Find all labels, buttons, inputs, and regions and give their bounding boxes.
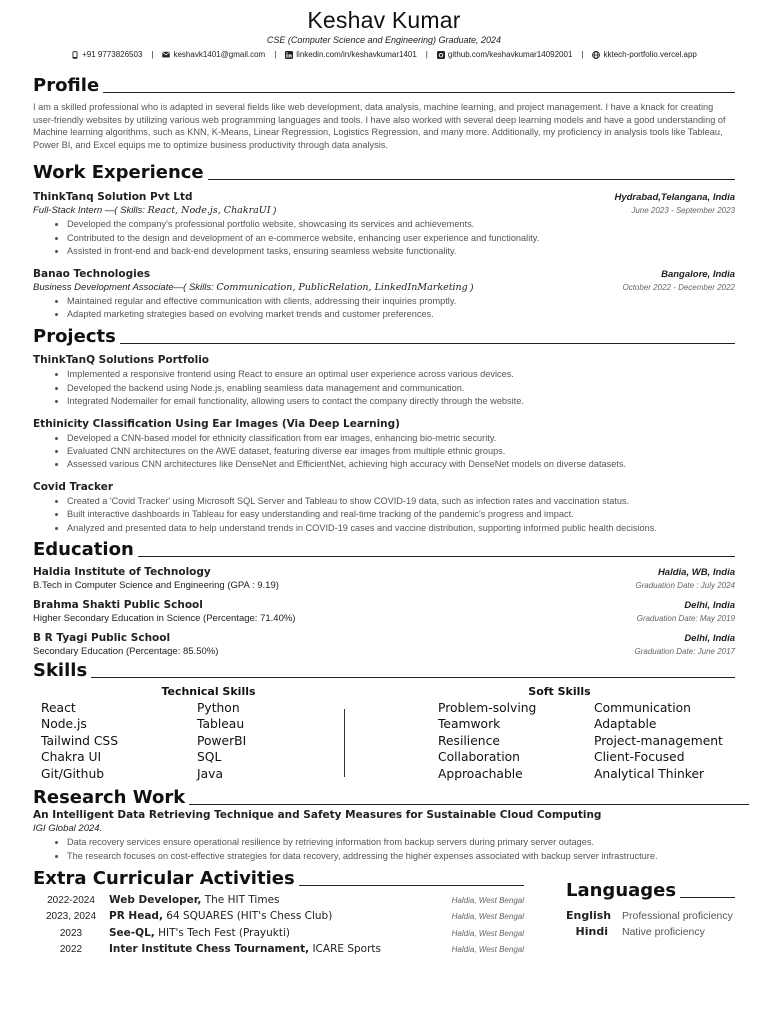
job-skills: React, Node.js, ChakraUI (147, 205, 271, 217)
contact-separator: | (425, 50, 428, 59)
bottom-section (33, 869, 735, 960)
email-icon (162, 51, 170, 59)
list-item: • Integrated Nodemailer for email functionality, allowing users to contact the company directly through the website. (67, 395, 735, 408)
job-bullets (33, 295, 735, 322)
project-name: Covid Tracker (33, 480, 114, 493)
education-entry (33, 599, 735, 624)
school-location: Haldia, WB, India (657, 567, 735, 579)
phone-icon (71, 51, 79, 59)
list-item: • Analyzed and presented data to help understand trends in COVID-19 cases and vaccine distribution, supporting informed public health decisions. (67, 522, 735, 535)
job-role: Full-Stack Intern —( Skills: React, Node.js, ChakraUI ) (33, 205, 277, 217)
section-skills (33, 661, 735, 681)
list-item: • Maintained regular and effective communication with clients, addressing their inquiries promptly. (67, 295, 735, 308)
skill-item: Python (197, 701, 240, 716)
activity-location: Haldia, West Bengal (451, 928, 524, 938)
graduation-date: Graduation Date: June 2017 (634, 647, 735, 657)
section-profile (33, 76, 735, 96)
list-item: • Evaluated CNN architectures on the AWE dataset, featuring diverse ear images from multiple ethnic groups. (67, 445, 735, 458)
section-divider (91, 677, 735, 678)
soft-skills-heading: Soft Skills (528, 685, 591, 699)
list-item: • Assisted in front-end and back-end development tasks, ensuring seamless website functionality. (67, 245, 735, 258)
profile-summary: I am a skilled professional who is adapted in several fields like web development, data analysis, machine learning, and project management. I have a knack for creating user-friendly websites by utilizing various web programming languages and tools. I have also worked with several deep learning models and have a good understanding of Machine learning algorithms, such as KNN, K-Means, Linear Regression, Logistics Regression, and many more. Additionally, my proficiency in analysis tools like Tableau, Power BI, and Excel equips me to optimize business productivity through data analysis. (33, 102, 726, 150)
contact-linkedin-text: linkedin.com/in/keshavkumar1401 (296, 50, 417, 59)
contact-separator: | (274, 50, 277, 59)
language-level: Native proficiency (622, 926, 705, 939)
work-entry (33, 191, 735, 258)
research-bullets (33, 836, 735, 863)
activity-role: See-QL, (109, 926, 155, 939)
section-research (33, 788, 735, 808)
section-divider (120, 343, 735, 344)
list-item: • The research focuses on cost-effective strategies for data recovery, addressing the higher expenses associated with backup server infrastructure. (67, 850, 735, 863)
skill-item: Project-management (594, 733, 723, 748)
project-name: Ethinicity Classification Using Ear Images (Via Deep Learning) (33, 417, 400, 430)
activity-role: Web Developer, (109, 893, 202, 906)
activity-year: 2022 (59, 944, 83, 956)
activity-location: Haldia, West Bengal (451, 945, 524, 955)
activity-row (33, 927, 524, 943)
section-education (33, 540, 735, 560)
activity-row (33, 910, 524, 926)
graduation-date: Graduation Date : July 2024 (635, 581, 735, 591)
list-item: • Adapted marketing strategies based on evolving market trends and customer preferences. (67, 308, 735, 321)
education-entry (33, 566, 735, 591)
company-location: Hydrabad,Telangana, India (614, 192, 735, 204)
skill-item: Collaboration (438, 750, 520, 765)
school-location: Delhi, India (684, 600, 735, 612)
skill-item: SQL (197, 750, 222, 765)
language-level: Professional proficiency (622, 909, 733, 922)
list-item: • Built interactive dashboards in Tableau for easy understanding and real-time tracking of the pandemic's progress and impact. (67, 508, 735, 521)
skill-item: Teamwork (438, 717, 501, 732)
soft-skills (384, 685, 735, 782)
github-icon (437, 51, 445, 59)
list-item: • Created a 'Covid Tracker' using Microsoft SQL Server and Tableau to show COVID-19 data, such as infection rates and vaccination status. (67, 495, 735, 508)
section-title: Projects (33, 326, 116, 348)
list-item: • Data recovery services ensure operational resilience by retrieving information from backup servers during primary server outages. (67, 836, 735, 849)
skill-item: Approachable (438, 766, 523, 781)
list-item: • Developed the company's professional portfolio website, showcasing its services and achievements. (67, 218, 735, 231)
contact-separator: | (151, 50, 154, 59)
section-divider (189, 804, 749, 805)
list-item: • Implemented a responsive frontend using React to ensure an optimal user experience across various devices. (67, 368, 735, 381)
skill-item: Analytical Thinker (594, 766, 705, 781)
contact-phone-text: +91 9773826503 (82, 50, 143, 59)
skill-item: Communication (594, 701, 691, 716)
skill-item: Tailwind CSS (41, 733, 119, 748)
section-title: Profile (33, 75, 100, 96)
language-row (566, 925, 735, 941)
section-title: Skills (33, 660, 88, 682)
section-projects (33, 327, 735, 347)
section-work-experience (33, 163, 735, 183)
skill-item: PowerBI (197, 733, 247, 748)
contact-github[interactable] (437, 49, 573, 60)
skill-item: Chakra UI (41, 750, 102, 765)
skill-item: Client-Focused (594, 750, 685, 765)
job-skills: Communication, PublicRelation, LinkedInMarketing (216, 281, 468, 293)
skill-item: React (41, 701, 76, 716)
section-languages (566, 881, 735, 942)
section-divider (103, 92, 735, 93)
degree: B.Tech in Computer Science and Engineering (GPA : 9.19) (33, 580, 279, 592)
section-divider (138, 556, 735, 557)
degree: Higher Secondary Education in Science (Percentage: 71.40%) (33, 613, 296, 625)
linkedin-icon (285, 51, 293, 59)
skill-item: Resilience (438, 733, 500, 748)
section-divider (208, 179, 735, 180)
contact-email-text: keshavk1401@gmail.com (173, 50, 266, 59)
project-name: ThinkTanQ Solutions Portfolio (33, 354, 210, 367)
section-title: Education (33, 539, 134, 561)
list-item: • Contributed to the design and development of an e-commerce website, enhancing user experience and functionality. (67, 232, 735, 245)
activity-org: ICARE Sports (312, 943, 381, 956)
language-row (566, 909, 735, 925)
contact-linkedin[interactable] (285, 49, 417, 60)
contact-phone[interactable] (71, 49, 142, 60)
work-entry (33, 268, 735, 322)
school-name: Brahma Shakti Public School (33, 599, 203, 612)
skills-table (33, 685, 735, 782)
language-name: English (566, 908, 612, 922)
skill-item: Node.js (41, 717, 87, 732)
globe-icon (592, 51, 600, 59)
company-name: ThinkTanq Solution Pvt Ltd (33, 191, 193, 204)
contact-separator: | (581, 50, 584, 59)
school-location: Delhi, India (684, 633, 735, 645)
activity-year: 2022-2024 (47, 894, 95, 906)
resume-page (33, 0, 735, 959)
technical-skills (33, 685, 384, 782)
section-divider (680, 897, 735, 898)
skill-item: Tableau (197, 717, 245, 732)
section-divider (299, 885, 524, 886)
project-entry (33, 418, 735, 472)
section-title: Extra Curricular Activities (33, 867, 295, 889)
job-role: Business Development Associate—( Skills: Communication, PublicRelation, LinkedInMarketing ) (33, 281, 474, 293)
technical-skills-heading: Technical Skills (161, 685, 256, 699)
activity-location: Haldia, West Bengal (451, 912, 524, 922)
contact-email[interactable] (162, 49, 265, 60)
project-bullets (33, 368, 735, 408)
project-entry (33, 354, 735, 408)
activity-org: The HIT Times (204, 893, 280, 906)
candidate-name: Keshav Kumar (307, 7, 461, 33)
graduation-date: Graduation Date: May 2019 (636, 614, 735, 624)
contact-website[interactable] (592, 49, 696, 60)
school-name: B R Tyagi Public School (33, 632, 171, 645)
contact-github-text: github.com/keshavkumar14092001 (447, 50, 573, 59)
list-item: • Developed a CNN-based model for ethnicity classification from ear images, enhancing bio-metric security. (67, 432, 735, 445)
activity-row (33, 894, 524, 910)
project-entry (33, 481, 735, 535)
job-bullets (33, 218, 735, 258)
section-title: Work Experience (33, 162, 204, 184)
skill-item: Java (197, 766, 223, 781)
contact-bar (33, 49, 735, 60)
activity-org: HIT's Tech Fest (Prayukti) (158, 926, 291, 939)
activity-year: 2023 (59, 927, 83, 939)
activity-role: PR Head, (109, 910, 163, 923)
degree: Secondary Education (Percentage: 85.50%) (33, 646, 219, 658)
list-item: • Developed the backend using Node.js, enabling seamless data management and communication. (67, 382, 735, 395)
skill-item: Git/Github (41, 766, 105, 781)
education-entry (33, 632, 735, 657)
company-location: Bangalore, India (661, 268, 735, 280)
section-extracurricular (33, 869, 524, 960)
job-dates: June 2023 - September 2023 (631, 206, 735, 216)
project-bullets (33, 495, 735, 535)
school-name: Haldia Institute of Technology (33, 566, 211, 579)
company-name: Banao Technologies (33, 267, 151, 280)
section-title: Languages (566, 879, 677, 901)
research-publisher: IGI Global 2024. (33, 823, 103, 835)
activity-org: 64 SQUARES (HIT's Chess Club) (166, 910, 333, 923)
list-item: • Assessed various CNN architectures like DenseNet and EfficientNet, achieving high accuracy with DenseNet models on diverse datasets. (67, 458, 735, 471)
section-title: Research Work (33, 787, 186, 809)
skill-item: Problem-solving (438, 701, 537, 716)
activity-role: Inter Institute Chess Tournament, (109, 943, 310, 956)
activity-row (33, 943, 524, 959)
activity-location: Haldia, West Bengal (451, 895, 524, 905)
job-dates: October 2022 - December 2022 (622, 282, 735, 292)
research-paper-title: An Intelligent Data Retrieving Technique and Safety Measures for Sustainable Cloud Computing (33, 809, 602, 822)
candidate-tagline: CSE (Computer Science and Engineering) Graduate, 2024 (266, 35, 502, 45)
skill-item: Adaptable (594, 717, 657, 732)
contact-website-text: kktech-portfolio.vercel.app (603, 50, 697, 59)
skills-divider (344, 709, 345, 777)
activity-year: 2023, 2024 (45, 911, 97, 923)
language-name: Hindi (575, 925, 608, 939)
project-bullets (33, 432, 735, 472)
